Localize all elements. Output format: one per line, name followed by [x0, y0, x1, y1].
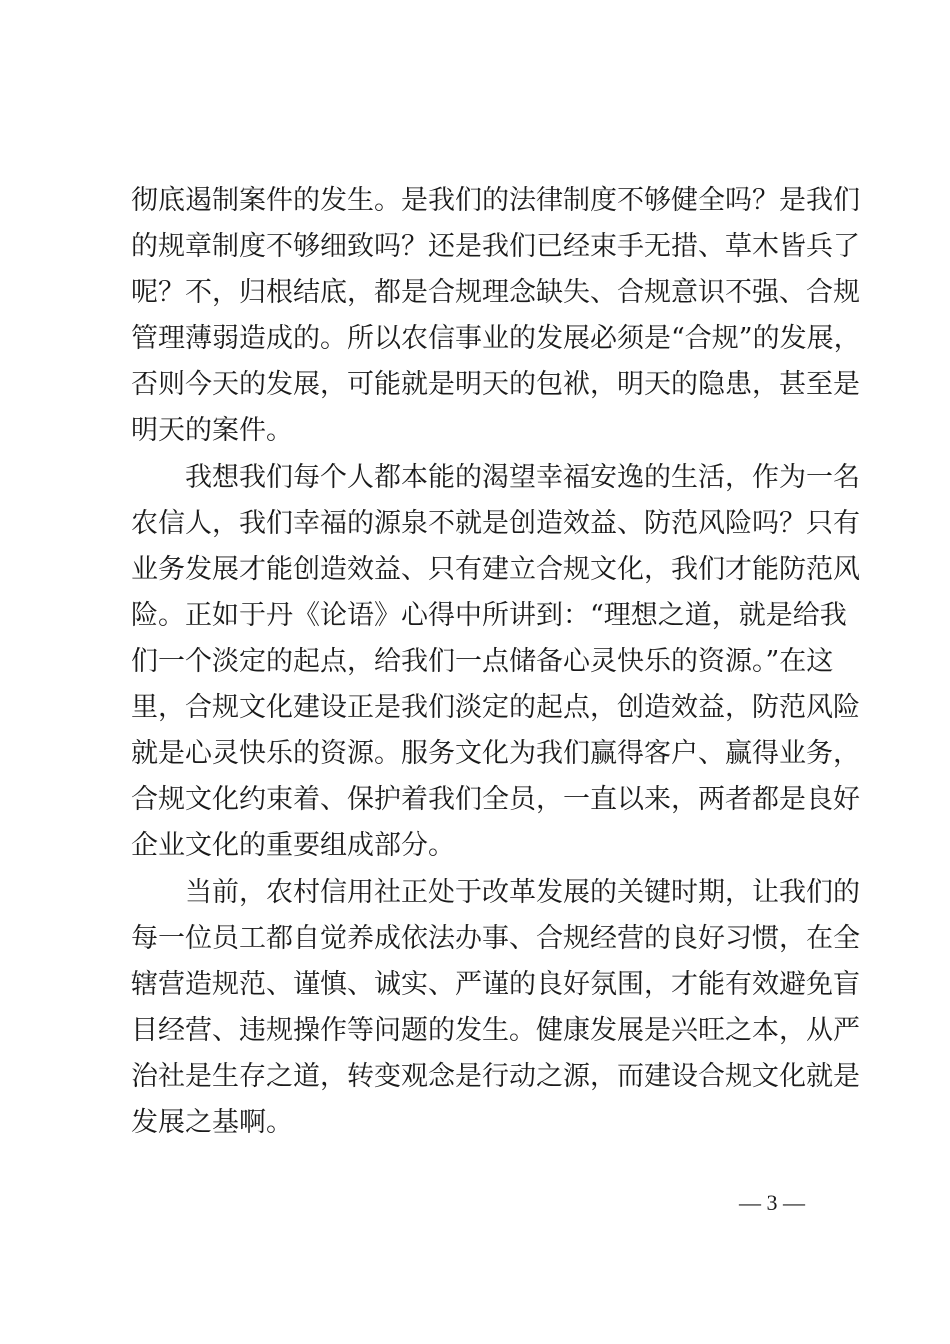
paragraph-3-line-2: 每一位员工都自觉养成依法办事、合规经营的良好习惯，在全	[131, 923, 860, 954]
paragraph-1-line-1: 彻底遏制案件的发生。是我们的法律制度不够健全吗？是我们	[131, 185, 860, 216]
paragraph-3-line-4: 目经营、违规操作等问题的发生。健康发展是兴旺之本，从严	[131, 1015, 860, 1046]
paragraph-3-line-5: 治社是生存之道，转变观念是行动之源，而建设合规文化就是	[131, 1061, 860, 1092]
paragraph-1-line-6: 明天的案件。	[131, 415, 293, 446]
paragraph-1-line-3: 呢？不，归根结底，都是合规理念缺失、合规意识不强、合规	[131, 277, 860, 308]
paragraph-1-line-4: 管理薄弱造成的。所以农信事业的发展必须是“合规”的发展，	[131, 323, 861, 354]
paragraph-2-line-1: 我想我们每个人都本能的渴望幸福安逸的生活，作为一名	[185, 462, 860, 493]
paragraph-3-line-3: 辖营造规范、谨慎、诚实、严谨的良好氛围，才能有效避免盲	[131, 969, 860, 1000]
paragraph-2-line-4: 险。正如于丹《论语》心得中所讲到：“理想之道，就是给我	[131, 600, 847, 631]
paragraph-1-line-2: 的规章制度不够细致吗？还是我们已经束手无措、草木皆兵了	[131, 231, 860, 262]
paragraph-2-line-5: 们一个淡定的起点，给我们一点储备心灵快乐的资源。”在这	[131, 646, 834, 677]
paragraph-2-line-8: 合规文化约束着、保护着我们全员，一直以来，两者都是良好	[131, 784, 860, 815]
paragraph-2-line-2: 农信人，我们幸福的源泉不就是创造效益、防范风险吗？只有	[131, 508, 860, 539]
paragraph-2-line-3: 业务发展才能创造效益、只有建立合规文化，我们才能防范风	[131, 554, 860, 585]
page-number: — 3 —	[739, 1190, 805, 1215]
paragraph-1-line-5: 否则今天的发展，可能就是明天的包袱，明天的隐患，甚至是	[131, 369, 860, 400]
paragraph-2-line-6: 里，合规文化建设正是我们淡定的起点，创造效益，防范风险	[131, 692, 860, 723]
paragraph-3-line-1: 当前，农村信用社正处于改革发展的关键时期，让我们的	[185, 877, 860, 908]
paragraph-2-line-7: 就是心灵快乐的资源。服务文化为我们赢得客户、赢得业务，	[131, 738, 860, 769]
paragraph-3-line-6: 发展之基啊。	[131, 1107, 293, 1138]
paragraph-2-line-9: 企业文化的重要组成部分。	[131, 830, 455, 861]
